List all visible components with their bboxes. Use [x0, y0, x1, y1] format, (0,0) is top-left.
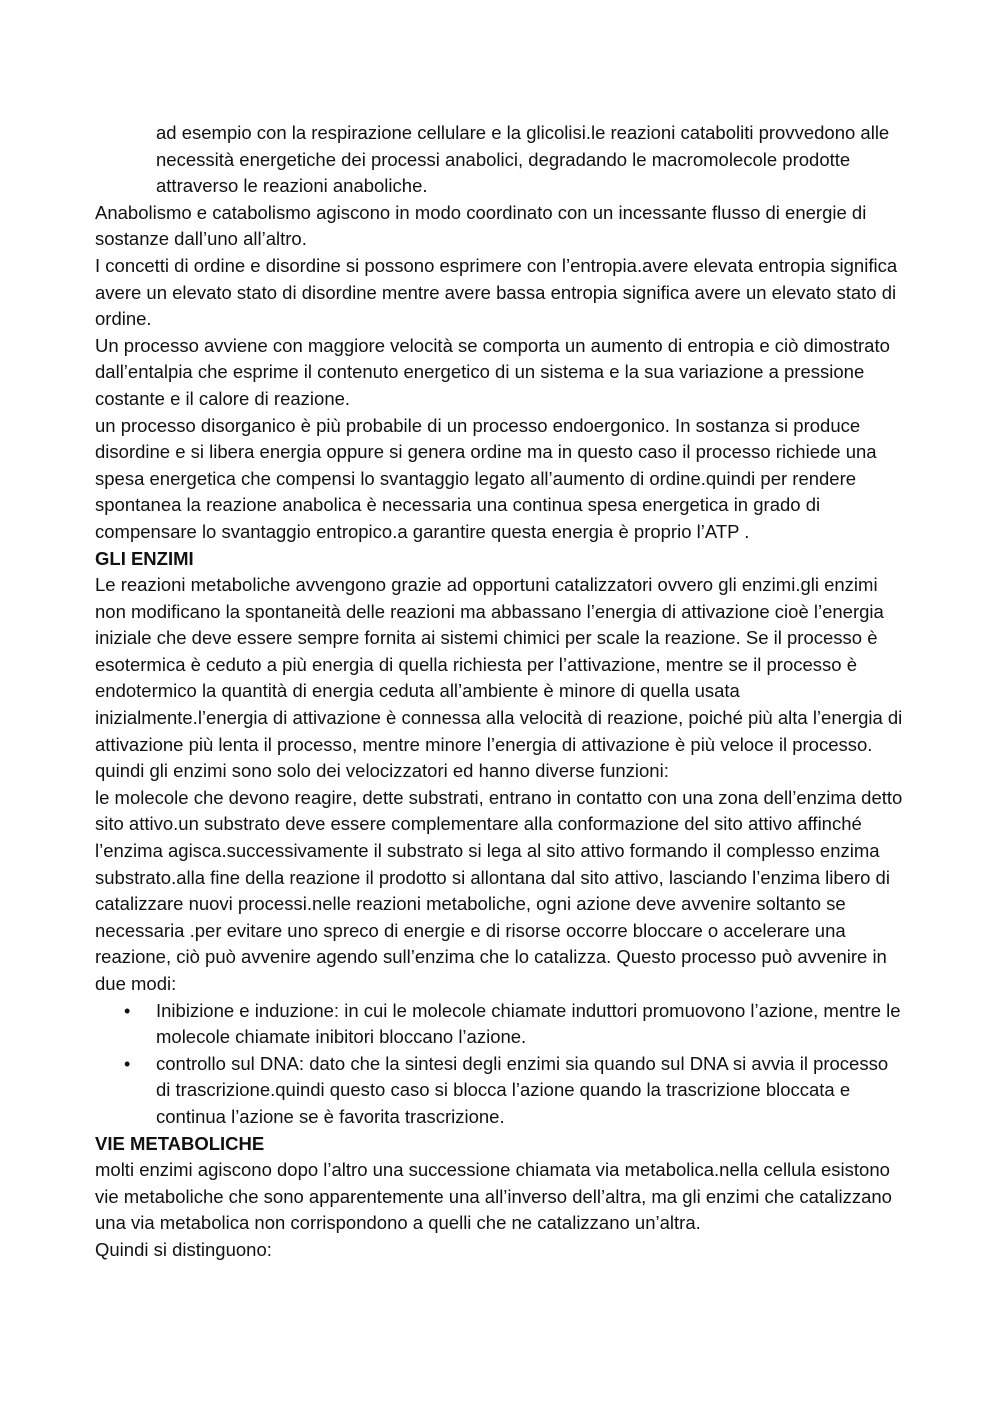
document-page: [95, 120, 907, 1264]
bullet-icon: •: [124, 1000, 131, 1021]
paragraph-reazioni-metaboliche: Le reazioni metaboliche avvengono grazie ad opportuni catalizzatori ovvero gli enzimi.gli enzimi non modificano la spontaneità delle reazioni ma abbassano l’energia di attivazione cioè l’energia iniziale che deve essere sempre fornita ai sistemi chimici per scale la reazione. Se il processo è esotermica è ceduto a più energia di quella richiesta per l’attivazione, mentre se il processo è endotermico la quantità di energia ceduta all’ambiente è minore di quella usata inizialmente.l’energia di attivazione è connessa alla velocità di reazione, poiché più alta l’energia di attivazione più lenta il processo, mentre minore l’energia di attivazione è più veloce il processo. quindi gli enzimi sono solo dei velocizzatori ed hanno diverse funzioni:: [95, 574, 903, 782]
paragraph-substrati: le molecole che devono reagire, dette substrati, entrano in contatto con una zona dell’enzima detto sito attivo.un substrato deve essere complementare alla conformazione del sito attivo affinché l’enzima agisca.successivamente il substrato si lega al sito attivo formando il complesso enzima substrato.alla fine della reazione il prodotto si allontana dal sito attivo, lasciando l’enzima libero di catalizzare nuovi processi.nelle reazioni metaboliche, ogni azione deve avvenire soltanto se necessaria .per evitare uno spreco di energie e di risorse occorre bloccare o accelerare una reazione, ciò può avvenire agendo sull’enzima che lo catalizza. Questo processo può avvenire in due modi:: [95, 786, 903, 994]
paragraph-entalpia: Un processo avviene con maggiore velocità se comporta un aumento di entropia e ciò dimostrato dall’entalpia che esprime il contenuto energetico di un sistema e la sua variazione a pressione costante e il calore di reazione.: [95, 334, 890, 409]
bullet-text-inibizione: Inibizione e induzione: in cui le molecole chiamate induttori promuovono l’azione, mentre le molecole chiamate inibitori bloccano l’azione.: [156, 999, 901, 1048]
paragraph-anabolismo: Anabolismo e catabolismo agiscono in modo coordinato con un incessante flusso di energie di sostanze dall’uno all’altro.: [95, 201, 867, 250]
intro-paragraph: ad esempio con la respirazione cellulare e la glicolisi.le reazioni cataboliti provvedono alle necessità energetiche dei processi anabolici, degradando le macromolecole prodotte attraverso le reazioni anaboliche.: [156, 122, 890, 197]
list-item: [95, 1051, 907, 1131]
bullet-icon: •: [124, 1053, 131, 1074]
paragraph-vie-metaboliche: molti enzimi agiscono dopo l’altro una successione chiamata via metabolica.nella cellula esistono vie metaboliche che sono apparentemente una all’inverso dell’altra, ma gli enzimi che catalizzano una via metabolica non corrispondono a quelli che ne catalizzano un’altra.: [95, 1159, 892, 1234]
bullet-list: [95, 998, 907, 1131]
list-item: [95, 998, 907, 1051]
heading-vie-metaboliche: VIE METABOLICHE: [95, 1132, 265, 1154]
heading-enzimi: GLI ENZIMI: [95, 547, 194, 569]
bullet-text-controllo-dna: controllo sul DNA: dato che la sintesi degli enzimi sia quando sul DNA si avvia il processo di trascrizione.quindi questo caso si blocca l’azione quando la trascrizione bloccata e continua l’azione se è favorita trascrizione.: [156, 1052, 889, 1127]
paragraph-entropia: I concetti di ordine e disordine si possono esprimere con l’entropia.avere elevata entropia significa avere un elevato stato di disordine mentre avere bassa entropia significa avere un elevato stato di ordine.: [95, 254, 898, 330]
paragraph-distinguono: Quindi si distinguono:: [95, 1238, 272, 1260]
paragraph-processo-disorganico: un processo disorganico è più probabile di un processo endoergonico. In sostanza si produce disordine e si libera energia oppure si genera ordine ma in questo caso il processo richiede una spesa energetica che compensi lo svantaggio legato all’aumento di ordine.quindi per rendere spontanea la reazione anabolica è necessaria una continua spesa energetica in grado di compensare lo svantaggio entropico.a garantire questa energia è proprio l’ATP .: [95, 414, 877, 542]
